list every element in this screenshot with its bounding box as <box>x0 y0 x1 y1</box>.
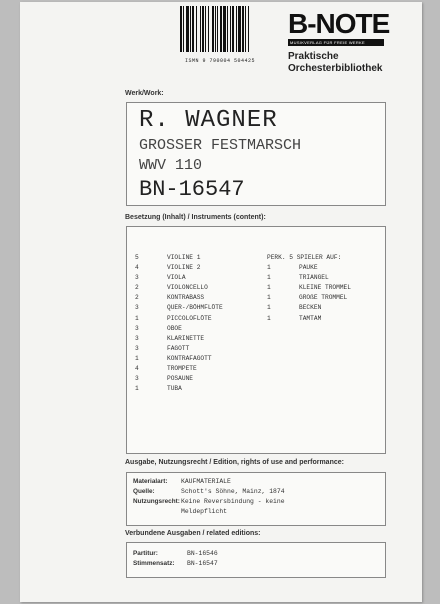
instrument-count: 3 <box>135 304 139 312</box>
barcode-bar <box>242 6 244 52</box>
related-editions-box <box>126 542 386 578</box>
instrument-row <box>135 374 223 384</box>
instrument-count: 3 <box>135 375 139 383</box>
instrument-name: POSAUNE <box>167 375 193 383</box>
instrument-count: 1 <box>267 284 271 292</box>
barcode-bar <box>220 6 222 52</box>
barcode-bar <box>183 6 184 52</box>
instrument-name: BECKEN <box>299 304 322 312</box>
barcode-bar <box>245 6 246 52</box>
instrument-row <box>135 253 223 263</box>
usage-rights-label: Nutzungsrecht: <box>133 498 180 505</box>
instrument-row <box>267 263 351 273</box>
instrument-row <box>135 263 223 273</box>
barcode-bar <box>200 6 201 52</box>
parts-value: BN-16547 <box>187 560 218 567</box>
instrument-row <box>135 324 223 334</box>
isbn-number: ISMN 9 790004 504425 <box>184 58 255 64</box>
series-title-line1: Praktische <box>288 51 339 62</box>
instrument-name: PAUKE <box>299 264 318 272</box>
work-title: GROSSER FESTMARSCH <box>139 137 302 154</box>
instrument-name: VIOLINE 2 <box>167 264 201 272</box>
barcode-bar <box>202 6 204 52</box>
instrument-row <box>135 303 223 313</box>
instrument-count: 2 <box>135 294 139 302</box>
barcode-bar <box>205 6 206 52</box>
catalog-number: WWV 110 <box>139 157 203 174</box>
instrument-count: 4 <box>135 365 139 373</box>
work-label: Werk/Work: <box>125 90 164 97</box>
score-value: BN-16546 <box>187 550 218 557</box>
instrument-name: GROßE TROMMEL <box>299 294 348 302</box>
barcode-bar <box>215 6 216 52</box>
related-editions-label: Verbundene Ausgaben / related editions: <box>125 530 261 537</box>
instrument-row <box>135 314 223 324</box>
material-type-label: Materialart: <box>133 478 168 485</box>
edition-number: BN-16547 <box>139 177 245 202</box>
instrument-name: FAGOTT <box>167 344 190 352</box>
instrument-row <box>267 303 351 313</box>
instrument-count: 3 <box>135 344 139 352</box>
instrument-count: 2 <box>135 284 139 292</box>
barcode-bar <box>238 6 241 52</box>
barcode-bar <box>236 6 237 52</box>
barcode-bar <box>223 6 226 52</box>
instrument-count: 4 <box>135 264 139 272</box>
percussion-header: PERK. 5 SPIELER AUF: <box>267 254 342 261</box>
barcode-bar <box>248 6 249 52</box>
instrument-name: OBOE <box>167 324 182 332</box>
barcode-bar <box>217 6 218 52</box>
instrument-name: TRIANGEL <box>299 274 329 282</box>
instrument-name: VIOLINE 1 <box>167 254 201 261</box>
series-title-line2: Orchesterbibliothek <box>288 63 383 74</box>
instrument-name: PICCOLOFLÖTE <box>167 314 212 322</box>
logo-tagline: MUSIKVERLAG FÜR FREIE WERKE <box>288 39 384 46</box>
barcode-bar <box>208 6 209 52</box>
barcode-bar <box>180 6 182 52</box>
instrument-count: 1 <box>267 274 271 282</box>
barcode-bars <box>178 6 262 56</box>
instrumentation-label: Besetzung (Inhalt) / Instruments (content): <box>125 214 266 221</box>
instrument-row <box>267 273 351 283</box>
instrument-count: 1 <box>267 264 271 272</box>
instrument-row <box>135 384 223 394</box>
barcode-bar <box>232 6 234 52</box>
instrument-count: 3 <box>135 324 139 332</box>
source-label: Quelle: <box>133 488 155 495</box>
instrument-count: 1 <box>267 314 271 322</box>
instrument-name: KLEINE TROMMEL <box>299 284 351 292</box>
barcode-bar <box>190 6 191 52</box>
rights-box <box>126 472 386 526</box>
barcode-bar <box>227 6 228 52</box>
instrument-row <box>135 354 223 364</box>
logo-wordmark: B-NOTE <box>288 8 390 39</box>
barcode-bar <box>230 6 231 52</box>
barcode-bar <box>192 6 194 52</box>
source-value: Schott's Söhne, Mainz, 1874 <box>181 488 285 495</box>
instrument-row <box>267 283 351 293</box>
parts-label: Stimmensatz: <box>133 560 175 567</box>
instrument-name: VIOLA <box>167 274 186 282</box>
instrument-count: 1 <box>135 354 139 362</box>
instrument-row <box>267 314 351 324</box>
barcode-bar <box>212 6 214 52</box>
work-box <box>126 102 386 206</box>
barcode-bar <box>196 6 197 52</box>
instrument-list-strings-winds <box>135 253 223 394</box>
instrument-count: 1 <box>135 385 139 393</box>
instrument-name: KLARINETTE <box>167 334 205 342</box>
instrument-row <box>135 283 223 293</box>
usage-rights-value-line2: Meldepflicht <box>181 508 228 515</box>
instrument-name: TROMPETE <box>167 365 197 373</box>
rights-label: Ausgabe, Nutzungsrecht / Edition, rights of use and performance: <box>125 459 344 466</box>
instrument-count: 1 <box>267 304 271 312</box>
instrument-name: TAMTAM <box>299 314 322 322</box>
usage-rights-value-line1: Keine Reversbindung - keine <box>181 498 285 505</box>
instrument-name: KONTRAFAGOTT <box>167 354 212 362</box>
instrument-count: 5 <box>135 254 139 261</box>
score-label: Partitur: <box>133 550 158 557</box>
instrument-count: 1 <box>135 314 139 322</box>
percussion-list <box>267 253 351 324</box>
instrument-count: 1 <box>267 294 271 302</box>
instrument-row <box>135 334 223 344</box>
instrument-name: KONTRABASS <box>167 294 205 302</box>
instrument-count: 3 <box>135 334 139 342</box>
material-type-value: KAUFMATERIALE <box>181 478 231 485</box>
cover-page <box>20 2 422 602</box>
instrumentation-box <box>126 226 386 454</box>
instrument-row <box>267 293 351 303</box>
instrument-name: QUER-/BÖHMFLÖTE <box>167 304 223 312</box>
publisher-logo <box>288 10 408 75</box>
instrument-name: TUBA <box>167 385 182 393</box>
instrument-row <box>135 344 223 354</box>
instrument-name: VIOLONCELLO <box>167 284 208 292</box>
instrument-row <box>135 364 223 374</box>
barcode <box>178 6 262 68</box>
instrument-count: 3 <box>135 274 139 282</box>
composer: R. WAGNER <box>139 107 278 134</box>
instrument-row <box>135 273 223 283</box>
instrument-row <box>135 293 223 303</box>
barcode-bar <box>186 6 189 52</box>
